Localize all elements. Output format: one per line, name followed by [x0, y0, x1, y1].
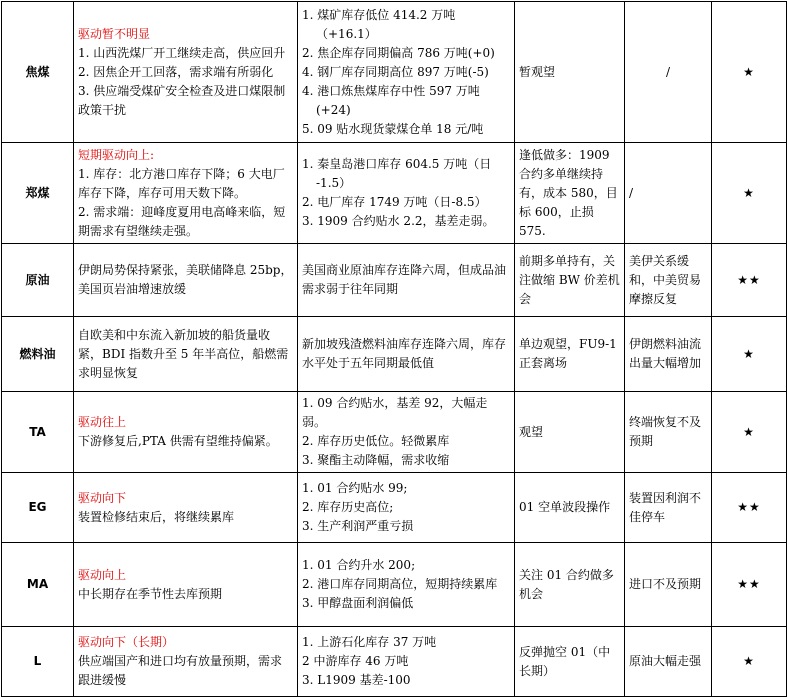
inventory-line: 3. 1909 合约贴水 2.2，基差走弱。 — [302, 214, 495, 228]
inventory-cell — [298, 2, 515, 143]
logic-line: 2. 需求端：迎峰度夏用电高峰来临，短期需求有望继续走强。 — [78, 204, 286, 238]
inventory-line: 4. 港口炼焦煤库存中性 597 万吨 — [302, 83, 480, 98]
inventory-line: -1.5） — [316, 176, 352, 190]
logic-line: 伊朗局势保持紧张，美联储降息 25bp，美国页岩油增速放缓 — [78, 263, 293, 296]
inventory-line: 1. 秦皇岛港口库存 604.5 万吨（日 — [302, 157, 492, 171]
inventory-cell — [298, 392, 515, 473]
table-row — [2, 543, 787, 627]
logic-line: 自欧美和中东流入新加坡的船货量收紧，BDI 指数升至 5 年半高位，船燃需求明显恢复 — [78, 327, 289, 380]
star-rating: ★ — [712, 627, 787, 697]
inventory-line: 1. 上游石化库存 37 万吨 — [302, 635, 437, 649]
inventory-line: 3. 生产利润严重亏损 — [302, 519, 414, 533]
table-row — [2, 244, 787, 317]
commodity-name: L — [2, 627, 74, 697]
inventory-line: 1. 09 合约贴水，基差 92，大幅走弱。 — [302, 396, 488, 429]
inventory-line: (+24) — [316, 102, 351, 117]
table-row — [2, 2, 787, 143]
inventory-line: 1. 01 合约升水 200; — [302, 558, 416, 572]
strategy-cell: 关注 01 合约做多机会 — [515, 543, 625, 627]
inventory-line: 1. 煤矿库存低位 414.2 万吨 — [302, 7, 456, 22]
inventory-line: 3. L1909 基差-100 — [302, 673, 411, 687]
logic-line: 3. 供应端受煤矿安全检查及进口煤限制政策干扰 — [78, 83, 286, 117]
logic-line: 2. 因焦企开工回落，需求端有所弱化 — [78, 64, 274, 79]
logic-cell — [74, 627, 298, 697]
risk-cell: 终端恢复不及预期 — [625, 392, 712, 473]
star-rating: ★ — [712, 143, 787, 244]
star-rating: ★ — [712, 317, 787, 392]
risk-cell: 装置因利润不佳停车 — [625, 473, 712, 543]
inventory-line: 美国商业原油库存连降六周，但成品油需求弱于往年同期 — [302, 263, 507, 296]
risk-cell: / — [625, 2, 712, 143]
inventory-line: 新加坡残渣燃料油库存连降六周，库存水平处于五年同期最低值 — [302, 337, 507, 370]
strategy-cell: 单边观望，FU9-1 正套离场 — [515, 317, 625, 392]
star-rating: ★ — [712, 392, 787, 473]
driver-label: 驱动往上 — [78, 415, 127, 429]
logic-line: 1. 山西洗煤厂开工继续走高，供应回升 — [78, 45, 286, 60]
star-rating: ★ — [712, 2, 787, 143]
logic-cell — [74, 244, 298, 317]
strategy-cell: 暂观望 — [515, 2, 625, 143]
inventory-cell — [298, 543, 515, 627]
risk-cell: 进口不及预期 — [625, 543, 712, 627]
inventory-cell — [298, 143, 515, 244]
inventory-line: 3. 聚酯主动降幅，需求收缩 — [302, 453, 450, 467]
logic-line: 供应端国产和进口均有放量预期，需求跟进缓慢 — [78, 654, 283, 687]
strategy-cell: 逢低做多：1909 合约多单继续持有，成本 580，目标 600，止损 575. — [515, 143, 625, 244]
inventory-line: 3. 甲醇盘面利润偏低 — [302, 596, 414, 610]
inventory-cell — [298, 473, 515, 543]
commodity-name: TA — [2, 392, 74, 473]
inventory-line: 4. 钢厂库存同期高位 897 万吨(-5) — [302, 64, 489, 79]
star-rating: ★★ — [712, 473, 787, 543]
logic-line: 下游修复后,PTA 供需有望维持偏紧。 — [78, 434, 278, 448]
inventory-line: 1. 01 合约贴水 99; — [302, 481, 408, 495]
strategy-cell: 观望 — [515, 392, 625, 473]
logic-cell — [74, 543, 298, 627]
logic-line: 中长期存在季节性去库预期 — [78, 586, 223, 601]
inventory-line: 2. 库存历史高位; — [302, 500, 394, 514]
commodity-table — [1, 1, 787, 697]
commodity-name: 燃料油 — [2, 317, 74, 392]
logic-cell — [74, 392, 298, 473]
logic-cell — [74, 473, 298, 543]
table-row — [2, 627, 787, 697]
inventory-line: （+16.1） — [316, 26, 377, 41]
inventory-line: 2. 港口库存同期高位，短期持续累库 — [302, 577, 498, 591]
commodity-name: 原油 — [2, 244, 74, 317]
driver-label: 驱动向上 — [78, 567, 127, 582]
inventory-line: 5. 09 贴水现货蒙煤仓单 18 元/吨 — [302, 121, 484, 136]
logic-cell — [74, 317, 298, 392]
commodity-name: 郑煤 — [2, 143, 74, 244]
inventory-line: 2. 库存历史低位。轻微累库 — [302, 434, 450, 448]
table-row — [2, 392, 787, 473]
strategy-cell: 01 空单波段操作 — [515, 473, 625, 543]
commodity-name: MA — [2, 543, 74, 627]
risk-cell: 美伊关系缓和，中美贸易摩擦反复 — [625, 244, 712, 317]
inventory-cell — [298, 627, 515, 697]
risk-cell: 原油大幅走强 — [625, 627, 712, 697]
logic-line: 1. 库存：北方港口库存下降；6 大电厂库存下降，库存可用天数下降。 — [78, 166, 285, 200]
table-row — [2, 317, 787, 392]
commodity-name: EG — [2, 473, 74, 543]
table-row — [2, 473, 787, 543]
strategy-cell: 前期多单持有，关注做缩 BW 价差机会 — [515, 244, 625, 317]
driver-label: 驱动暂不明显 — [78, 26, 151, 41]
inventory-line: 2 中游库存 46 万吨 — [302, 654, 409, 668]
star-rating: ★★ — [712, 244, 787, 317]
risk-cell: 伊朗燃料油流出量大幅增加 — [625, 317, 712, 392]
driver-label: 驱动向下（长期） — [78, 635, 175, 649]
driver-label: 短期驱动向上: — [78, 147, 155, 162]
driver-label: 驱动向下 — [78, 490, 127, 505]
inventory-cell — [298, 317, 515, 392]
logic-cell — [74, 2, 298, 143]
risk-cell: / — [625, 143, 712, 244]
star-rating: ★★ — [712, 543, 787, 627]
commodity-name: 焦煤 — [2, 2, 74, 143]
table-row — [2, 143, 787, 244]
logic-cell — [74, 143, 298, 244]
inventory-line: 2. 焦企库存同期偏高 786 万吨(+0) — [302, 45, 495, 60]
inventory-cell — [298, 244, 515, 317]
strategy-cell: 反弹抛空 01（中长期） — [515, 627, 625, 697]
inventory-line: 2. 电厂库存 1749 万吨（日-8.5） — [302, 195, 487, 209]
logic-line: 装置检修结束后，将继续累库 — [78, 509, 235, 524]
